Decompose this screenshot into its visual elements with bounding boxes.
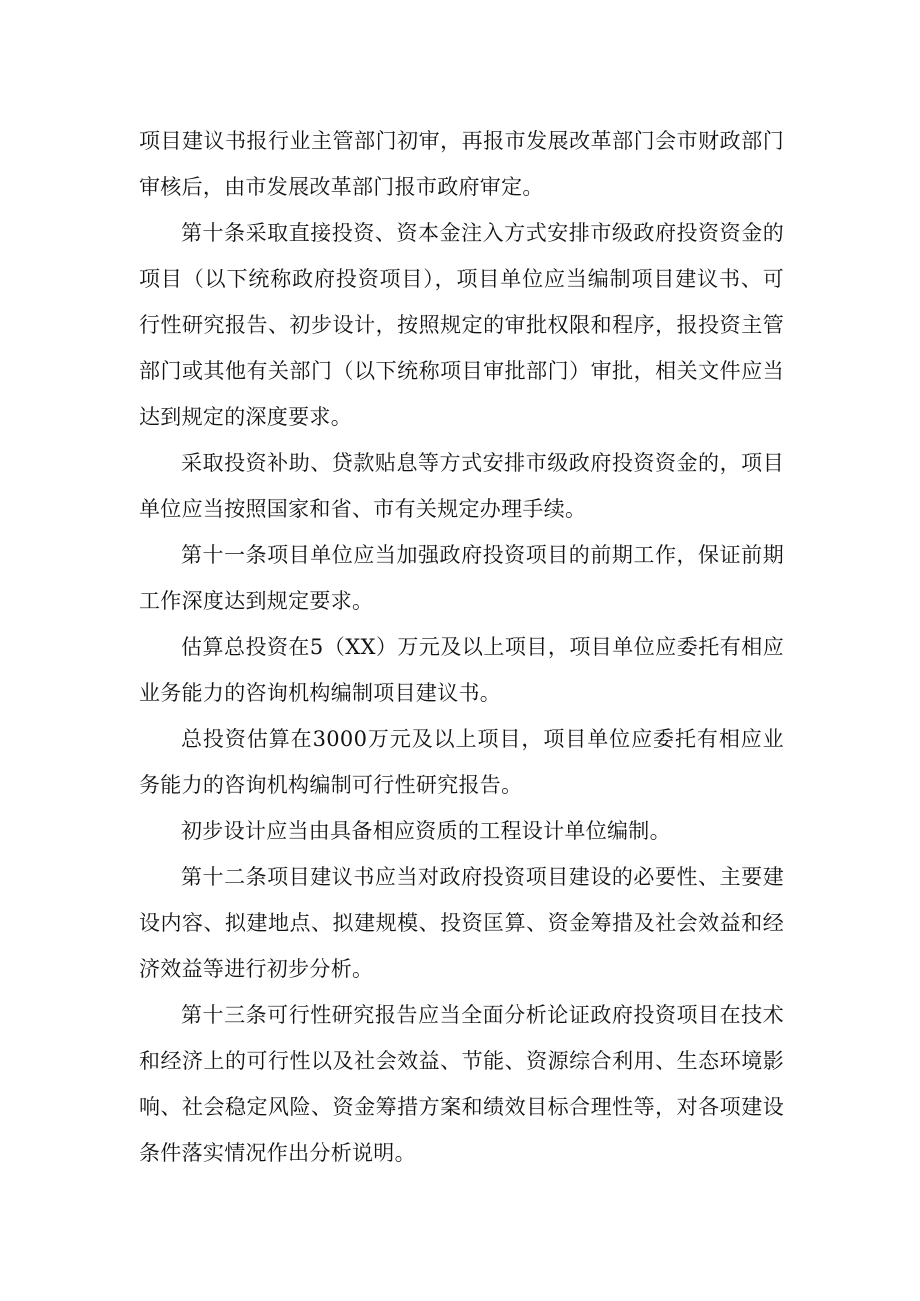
- paragraph-article-12: 第十二条项目建议书应当对政府投资项目建设的必要性、主要建设内容、拟建地点、拟建规模、投资匡算、资金筹措及社会效益和经济效益等进行初步分析。: [139, 865, 784, 981]
- paragraph-article-11: 第十一条项目单位应当加强政府投资项目的前期工作，保证前期工作深度达到规定要求。: [139, 543, 784, 613]
- paragraph-article-13: 第十三条可行性研究报告应当全面分析论证政府投资项目在技术和经济上的可行性以及社会效益、节能、资源综合利用、生态环境影响、社会稳定风险、资金筹措方案和绩效目标合理性等，对各项建设条件落实情况作出分析说明。: [139, 1003, 784, 1165]
- document-body: [139, 118, 784, 1176]
- paragraph-feasibility-consulting: 总投资估算在3000万元及以上项目，项目单位应委托有相应业务能力的咨询机构编制可行性研究报告。: [139, 727, 784, 797]
- paragraph-preliminary-design: 初步设计应当由具备相应资质的工程设计单位编制。: [181, 819, 671, 843]
- paragraph-subsidy-procedures: 采取投资补助、贷款贴息等方式安排市级政府投资资金的，项目单位应当按照国家和省、市有关规定办理手续。: [139, 451, 784, 521]
- paragraph-article-10: 第十条采取直接投资、资本金注入方式安排市级政府投资资金的项目（以下统称政府投资项目），项目单位应当编制项目建议书、可行性研究报告、初步设计，按照规定的审批权限和程序，报投资主管部门或其他有关部门（以下统称项目审批部门）审批，相关文件应当达到规定的深度要求。: [139, 221, 784, 429]
- paragraph-continuation: 项目建议书报行业主管部门初审，再报市发展改革部门会市财政部门审核后，由市发展改革部门报市政府审定。: [139, 129, 784, 199]
- paragraph-proposal-consulting: 估算总投资在5（XX）万元及以上项目，项目单位应委托有相应业务能力的咨询机构编制项目建议书。: [139, 635, 784, 705]
